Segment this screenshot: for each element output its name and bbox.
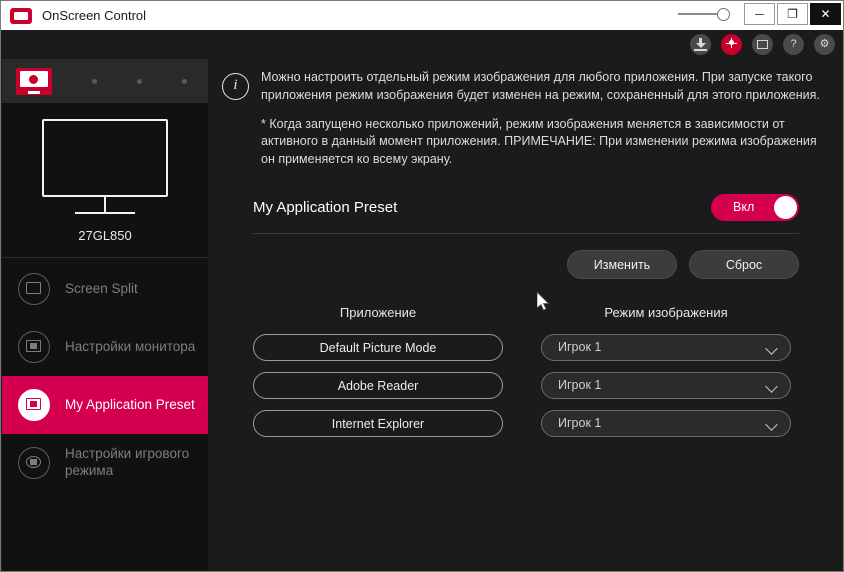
cursor-target-icon[interactable]: [721, 34, 742, 55]
download-icon[interactable]: [690, 34, 711, 55]
reset-button[interactable]: Сброс: [689, 250, 799, 279]
picture-mode-value: Игрок 1: [558, 377, 602, 392]
sidebar: [2, 59, 208, 572]
preset-enable-toggle[interactable]: [711, 194, 799, 221]
column-header-application: Приложение: [339, 304, 417, 320]
monitor-red-icon[interactable]: [16, 68, 52, 95]
picture-mode-select[interactable]: [541, 410, 791, 437]
info-paragraph-2: * Когда запущено несколько приложений, режим изображения меняется в зависимости от активного в данный момент приложения. ПРИМЕЧАНИЕ: При изменении режима изображения он применяется ко всему экрану.: [261, 116, 817, 166]
settings-gear-icon[interactable]: ⚙: [814, 34, 835, 55]
application-name-field[interactable]: Internet Explorer: [253, 410, 503, 437]
application-preset-table: [208, 305, 844, 437]
monitor-preview-screen: [42, 119, 168, 197]
application-name-field[interactable]: Adobe Reader: [253, 372, 503, 399]
monitor-preview: [2, 103, 208, 253]
window-title: OnScreen Control: [42, 8, 147, 23]
sidebar-item-label: Настройки монитора: [65, 338, 196, 354]
screen-split-icon: [18, 273, 50, 305]
lg-monitor-icon: [10, 8, 32, 24]
screen-icon[interactable]: [752, 34, 773, 55]
info-block: [208, 59, 844, 180]
sidebar-nav: [2, 260, 208, 492]
help-icon[interactable]: ?: [783, 34, 804, 55]
picture-mode-select[interactable]: [541, 372, 791, 399]
picture-mode-value: Игрок 1: [558, 339, 602, 354]
top-toolbar: [1, 30, 844, 59]
page-title: My Application Preset: [253, 198, 398, 216]
change-button[interactable]: Изменить: [567, 250, 677, 279]
monitor-model-label: 27GL850: [78, 228, 132, 243]
toggle-label: Вкл: [733, 200, 755, 215]
preset-header-row: [253, 194, 799, 234]
sidebar-item-label: My Application Preset: [65, 396, 195, 412]
sidebar-item-monitor-settings[interactable]: [2, 318, 208, 376]
table-row: [253, 372, 799, 399]
sidebar-item-label: Screen Split: [65, 280, 138, 296]
application-name-field[interactable]: Default Picture Mode: [253, 334, 503, 361]
picture-mode-value: Игрок 1: [558, 415, 602, 430]
toolbar-icon-group: [690, 34, 835, 55]
application-preset-icon: [18, 389, 50, 421]
info-text: [261, 69, 822, 180]
toggle-knob: [774, 196, 797, 219]
window-controls: [678, 3, 841, 25]
title-bar: [1, 1, 844, 31]
picture-mode-select[interactable]: [541, 334, 791, 361]
table-row: [253, 410, 799, 437]
monitor-selector-strip[interactable]: [2, 59, 208, 103]
column-header-picture-mode: Режим изображения: [604, 304, 728, 320]
sidebar-item-label: Настройки игрового режима: [65, 446, 190, 478]
chevron-down-icon: [765, 342, 778, 355]
sidebar-item-game-mode-settings[interactable]: [2, 434, 208, 492]
info-paragraph-1: Можно настроить отдельный режим изображения для любого приложения. При запуске такого приложения режим изображения будет изменен на режим, сохраненный для этого приложения.: [261, 70, 820, 102]
strip-dot: [182, 79, 187, 84]
main-content: [208, 59, 844, 572]
monitor-settings-icon: [18, 331, 50, 363]
strip-dot: [137, 79, 142, 84]
sidebar-item-screen-split[interactable]: [2, 260, 208, 318]
table-row: [253, 334, 799, 361]
minimize-button[interactable]: ─: [744, 3, 775, 25]
sidebar-item-my-application-preset[interactable]: [2, 376, 208, 434]
table-header: [253, 305, 799, 320]
info-icon: i: [222, 73, 249, 100]
monitor-preview-foot: [75, 212, 135, 214]
game-mode-icon: [18, 447, 50, 479]
close-button[interactable]: ✕: [810, 3, 841, 25]
chevron-down-icon: [765, 380, 778, 393]
brightness-slider[interactable]: [678, 5, 730, 23]
strip-dot: [92, 79, 97, 84]
maximize-button[interactable]: ❐: [777, 3, 808, 25]
action-buttons: [253, 250, 799, 279]
monitor-preview-neck: [104, 197, 106, 212]
chevron-down-icon: [765, 418, 778, 431]
sidebar-divider: [2, 257, 208, 258]
